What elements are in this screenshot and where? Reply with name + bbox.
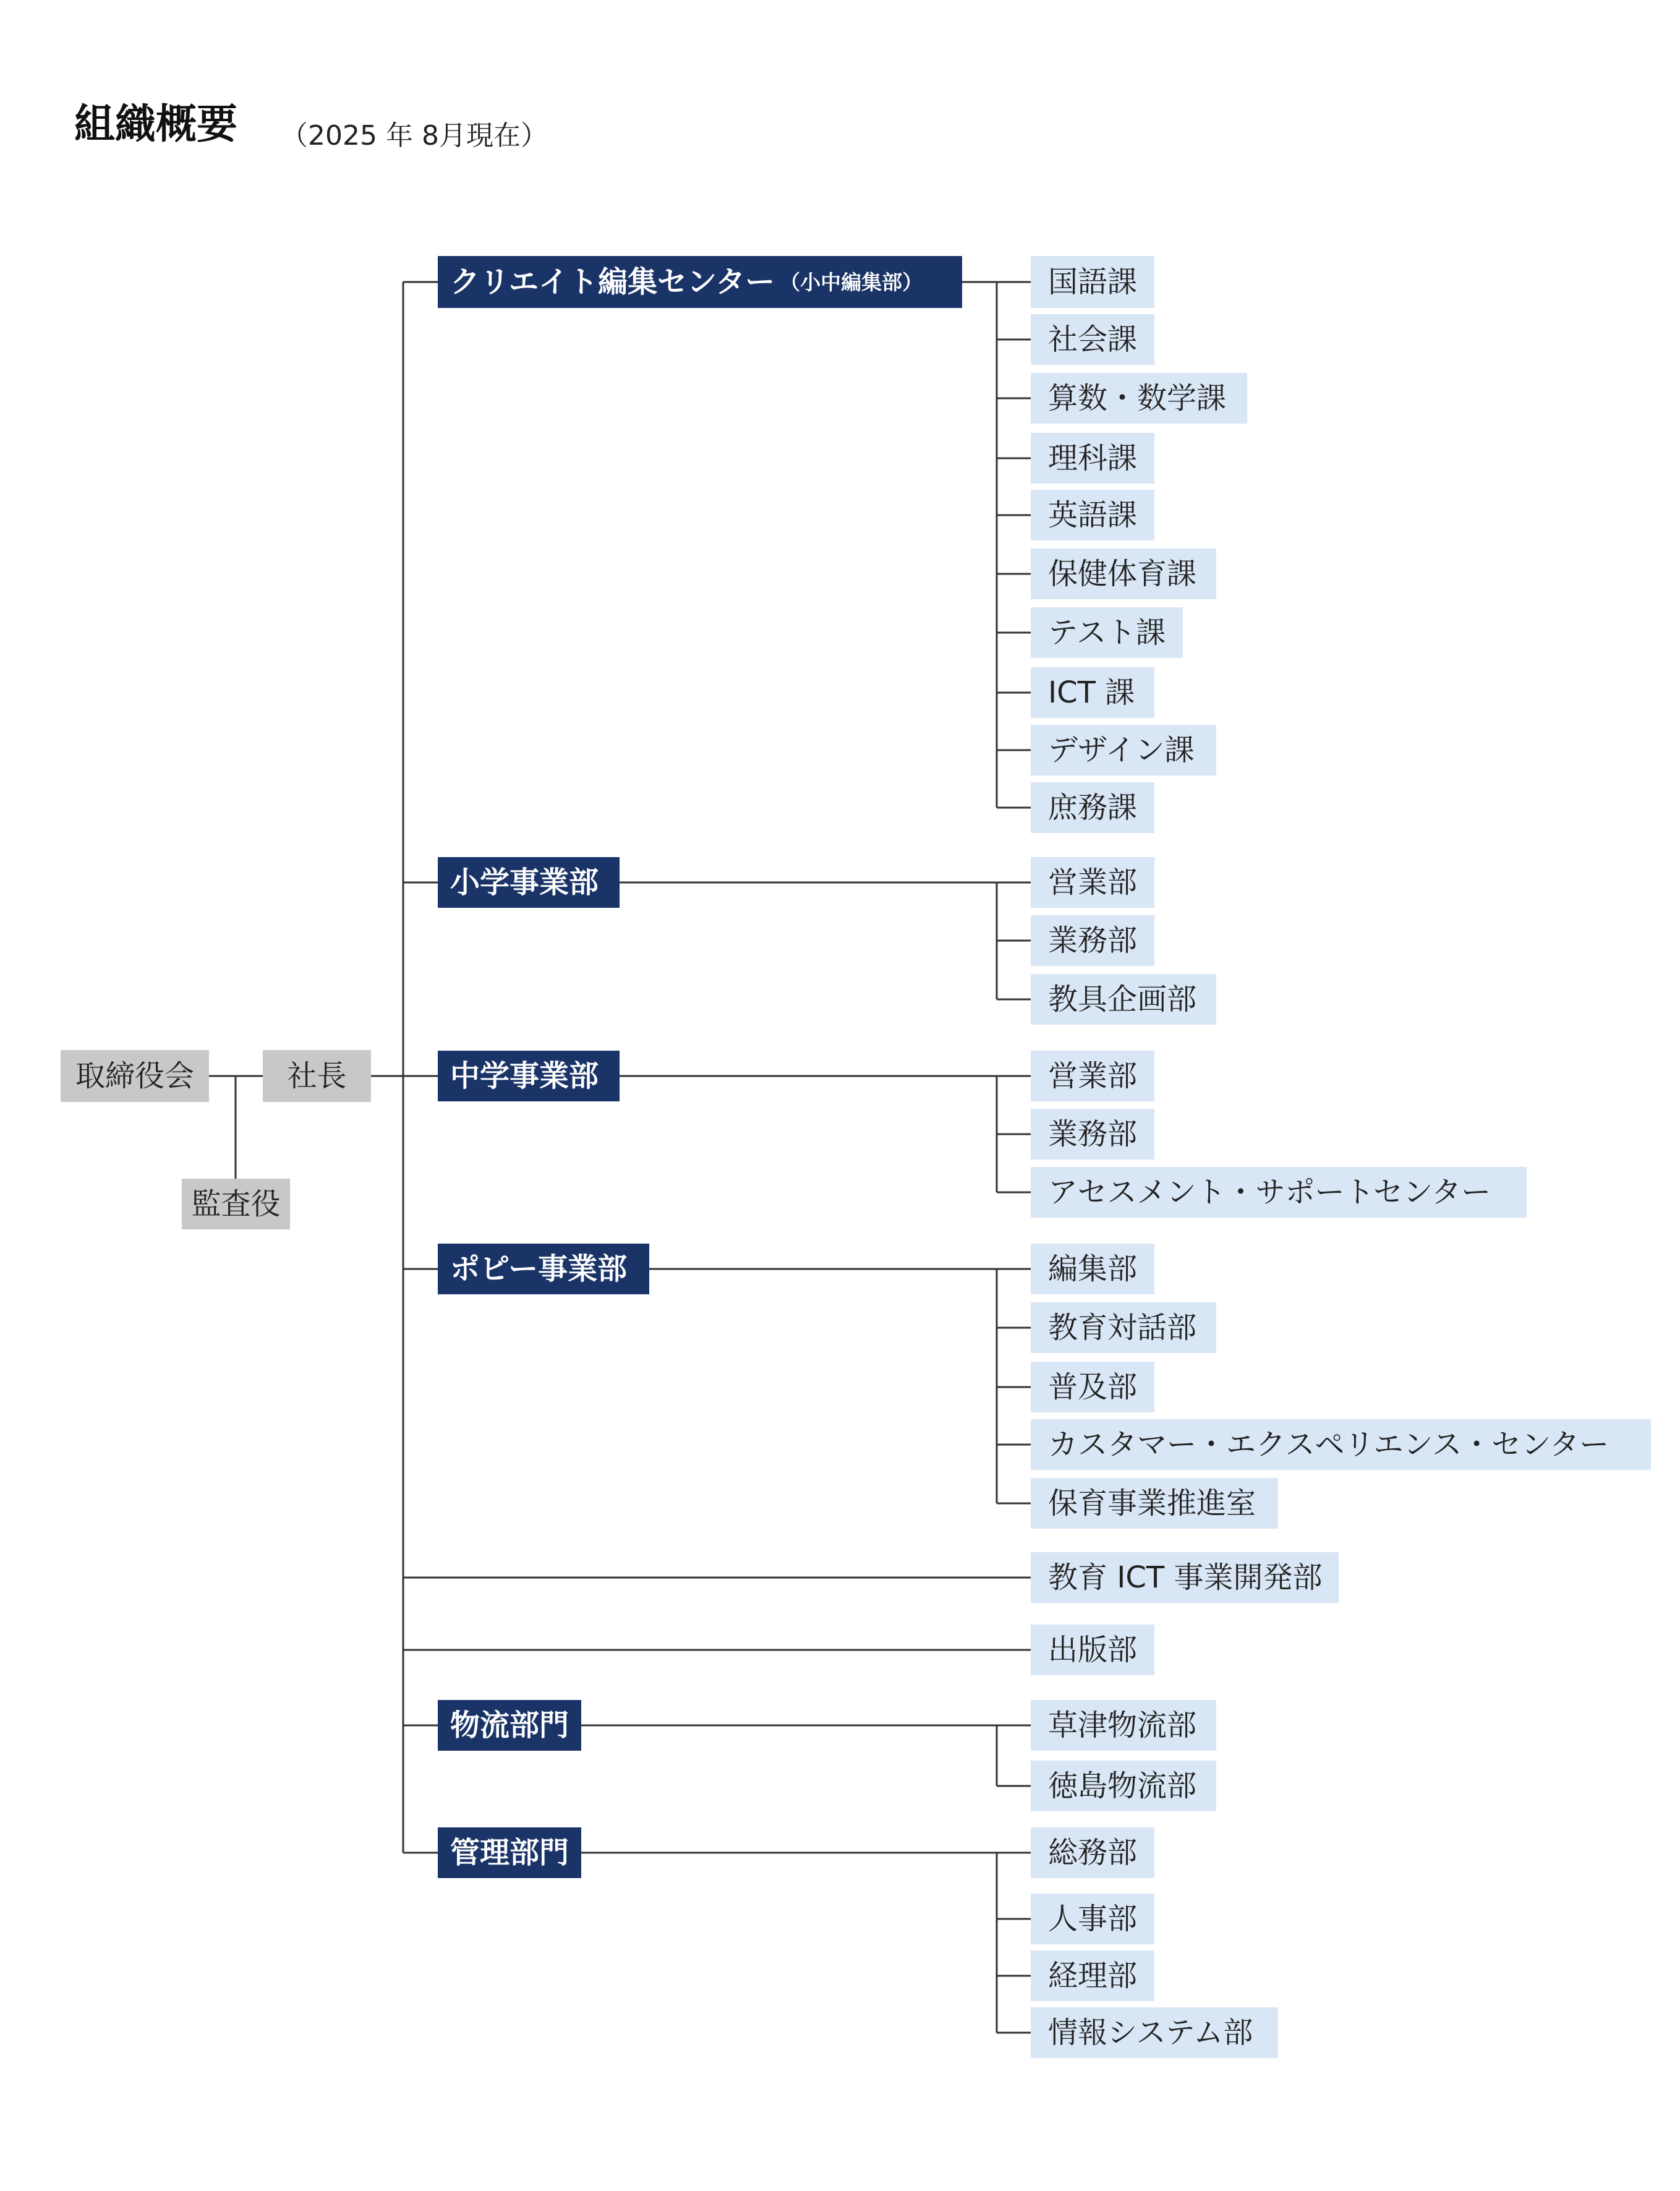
division-poppy: ポピー事業部 — [438, 1244, 649, 1294]
auditor-box: 監査役 — [182, 1179, 290, 1229]
dept-poppy-outreach: 普及部 — [1031, 1362, 1154, 1412]
dept-general-affairs-section: 庶務課 — [1031, 782, 1154, 833]
dept-shakai: 社会課 — [1031, 314, 1154, 365]
dept-kusatsu-logistics: 草津物流部 — [1031, 1700, 1216, 1751]
dept-ict-business-dev: 教育 ICT 事業開発部 — [1031, 1552, 1339, 1603]
dept-jh-sales: 営業部 — [1031, 1051, 1154, 1101]
dept-test: テスト課 — [1031, 607, 1183, 658]
dept-tokushima-logistics: 徳島物流部 — [1031, 1761, 1216, 1811]
dept-jh-operations: 業務部 — [1031, 1109, 1154, 1160]
dept-math: 算数・数学課 — [1031, 373, 1247, 424]
dept-childcare-promotion: 保育事業推進室 — [1031, 1478, 1278, 1529]
dept-english: 英語課 — [1031, 490, 1154, 540]
division-name: クリエイト編集センター — [450, 265, 775, 299]
dept-publishing: 出版部 — [1031, 1625, 1154, 1675]
dept-info-systems: 情報システム部 — [1031, 2007, 1278, 2058]
dept-elem-sales: 営業部 — [1031, 857, 1154, 908]
division-junior-high: 中学事業部 — [438, 1051, 620, 1101]
division-management: 管理部門 — [438, 1827, 581, 1878]
dept-science: 理科課 — [1031, 433, 1154, 484]
dept-health-pe: 保健体育課 — [1031, 549, 1216, 599]
dept-poppy-editorial: 編集部 — [1031, 1244, 1154, 1294]
dept-assessment-center: アセスメント・サポートセンター — [1031, 1167, 1527, 1218]
division-logistics: 物流部門 — [438, 1700, 581, 1751]
dept-elem-teaching-tools: 教具企画部 — [1031, 974, 1216, 1025]
president-box: 社長 — [263, 1050, 371, 1102]
dept-poppy-dialogue: 教育対話部 — [1031, 1302, 1216, 1353]
page-title: 組織概要 — [74, 100, 237, 148]
dept-kokugo: 国語課 — [1031, 256, 1154, 308]
board-box: 取締役会 — [61, 1050, 209, 1102]
dept-design: デザイン課 — [1031, 725, 1216, 775]
dept-accounting: 経理部 — [1031, 1950, 1154, 2001]
dept-ict: ICT 課 — [1031, 667, 1154, 718]
division-note: （小中編集部） — [780, 270, 923, 294]
dept-elem-operations: 業務部 — [1031, 915, 1154, 966]
dept-customer-experience: カスタマー・エクスペリエンス・センター — [1031, 1419, 1651, 1470]
division-elementary: 小学事業部 — [438, 857, 620, 908]
dept-human-resources: 人事部 — [1031, 1894, 1154, 1944]
page-subtitle: （2025 年 8月現在） — [281, 120, 548, 152]
dept-general-affairs: 総務部 — [1031, 1827, 1154, 1878]
division-create-center — [438, 256, 962, 308]
